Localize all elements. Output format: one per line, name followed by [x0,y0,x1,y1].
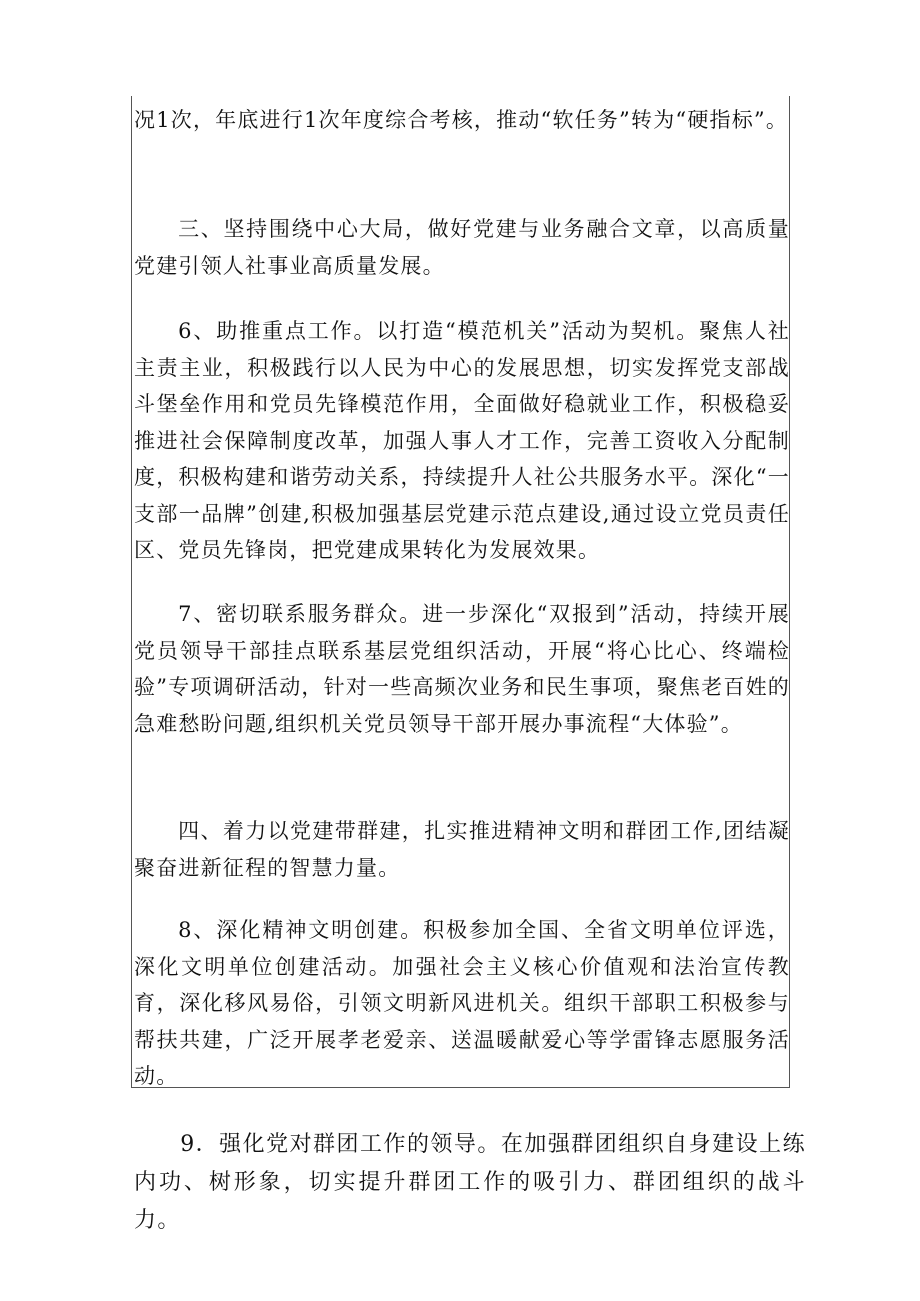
paragraph-continuation: 况1次，年底进行1次年度综合考核，推动“软任务”转为“硬指标”。 [134,108,789,132]
paragraph-item-7: 7、密切联系服务群众。进一步深化“双报到”活动，持续开展党员领导干部挂点联系基层党组织活动，开展“将心比心、终端检验”专项调研活动，针对一些高频次业务和民生事项，聚焦老百姓的急难愁盼问题,组织机关党员领导干部开展办事流程“大体验”。 [134,602,790,736]
section-heading-three: 三、坚持围绕中心大局，做好党建与业务融合文章，以高质量党建引领人社事业高质量发展。 [134,217,790,278]
paragraph-item-6: 6、助推重点工作。以打造“模范机关”活动为契机。聚焦人社主责主业，积极践行以人民为中心的发展思想，切实发挥党支部战斗堡垒作用和党员先锋模范作用，全面做好稳就业工作，积极稳妥推进社会保障制度改革，加强人事人才工作，完善工资收入分配制度，积极构建和谐劳动关系，持续提升人社公共服务水平。深化“一支部一品牌”创建,积极加强基层党建示范点建设,通过设立党员责任区、党员先锋岗，把党建成果转化为发展效果。 [134,319,790,562]
section-heading-four: 四、着力以党建带群建，扎实推进精神文明和群团工作,团结凝聚奋进新征程的智慧力量。 [134,819,790,880]
paragraph-item-9: 9．强化党对群团工作的领导。在加强群团组织自身建设上练内功、树形象，切实提升群团工作的吸引力、群团组织的战斗力。 [134,1132,806,1233]
paragraph-item-8: 8、深化精神文明创建。积极参加全国、全省文明单位评选，深化文明单位创建活动。加强社会主义核心价值观和法治宣传教育，深化移风易俗，引领文明新风进机关。组织干部职工积极参与帮扶共建，广泛开展孝老爱亲、送温暖献爱心等学雷锋志愿服务活动。 [134,918,790,1088]
